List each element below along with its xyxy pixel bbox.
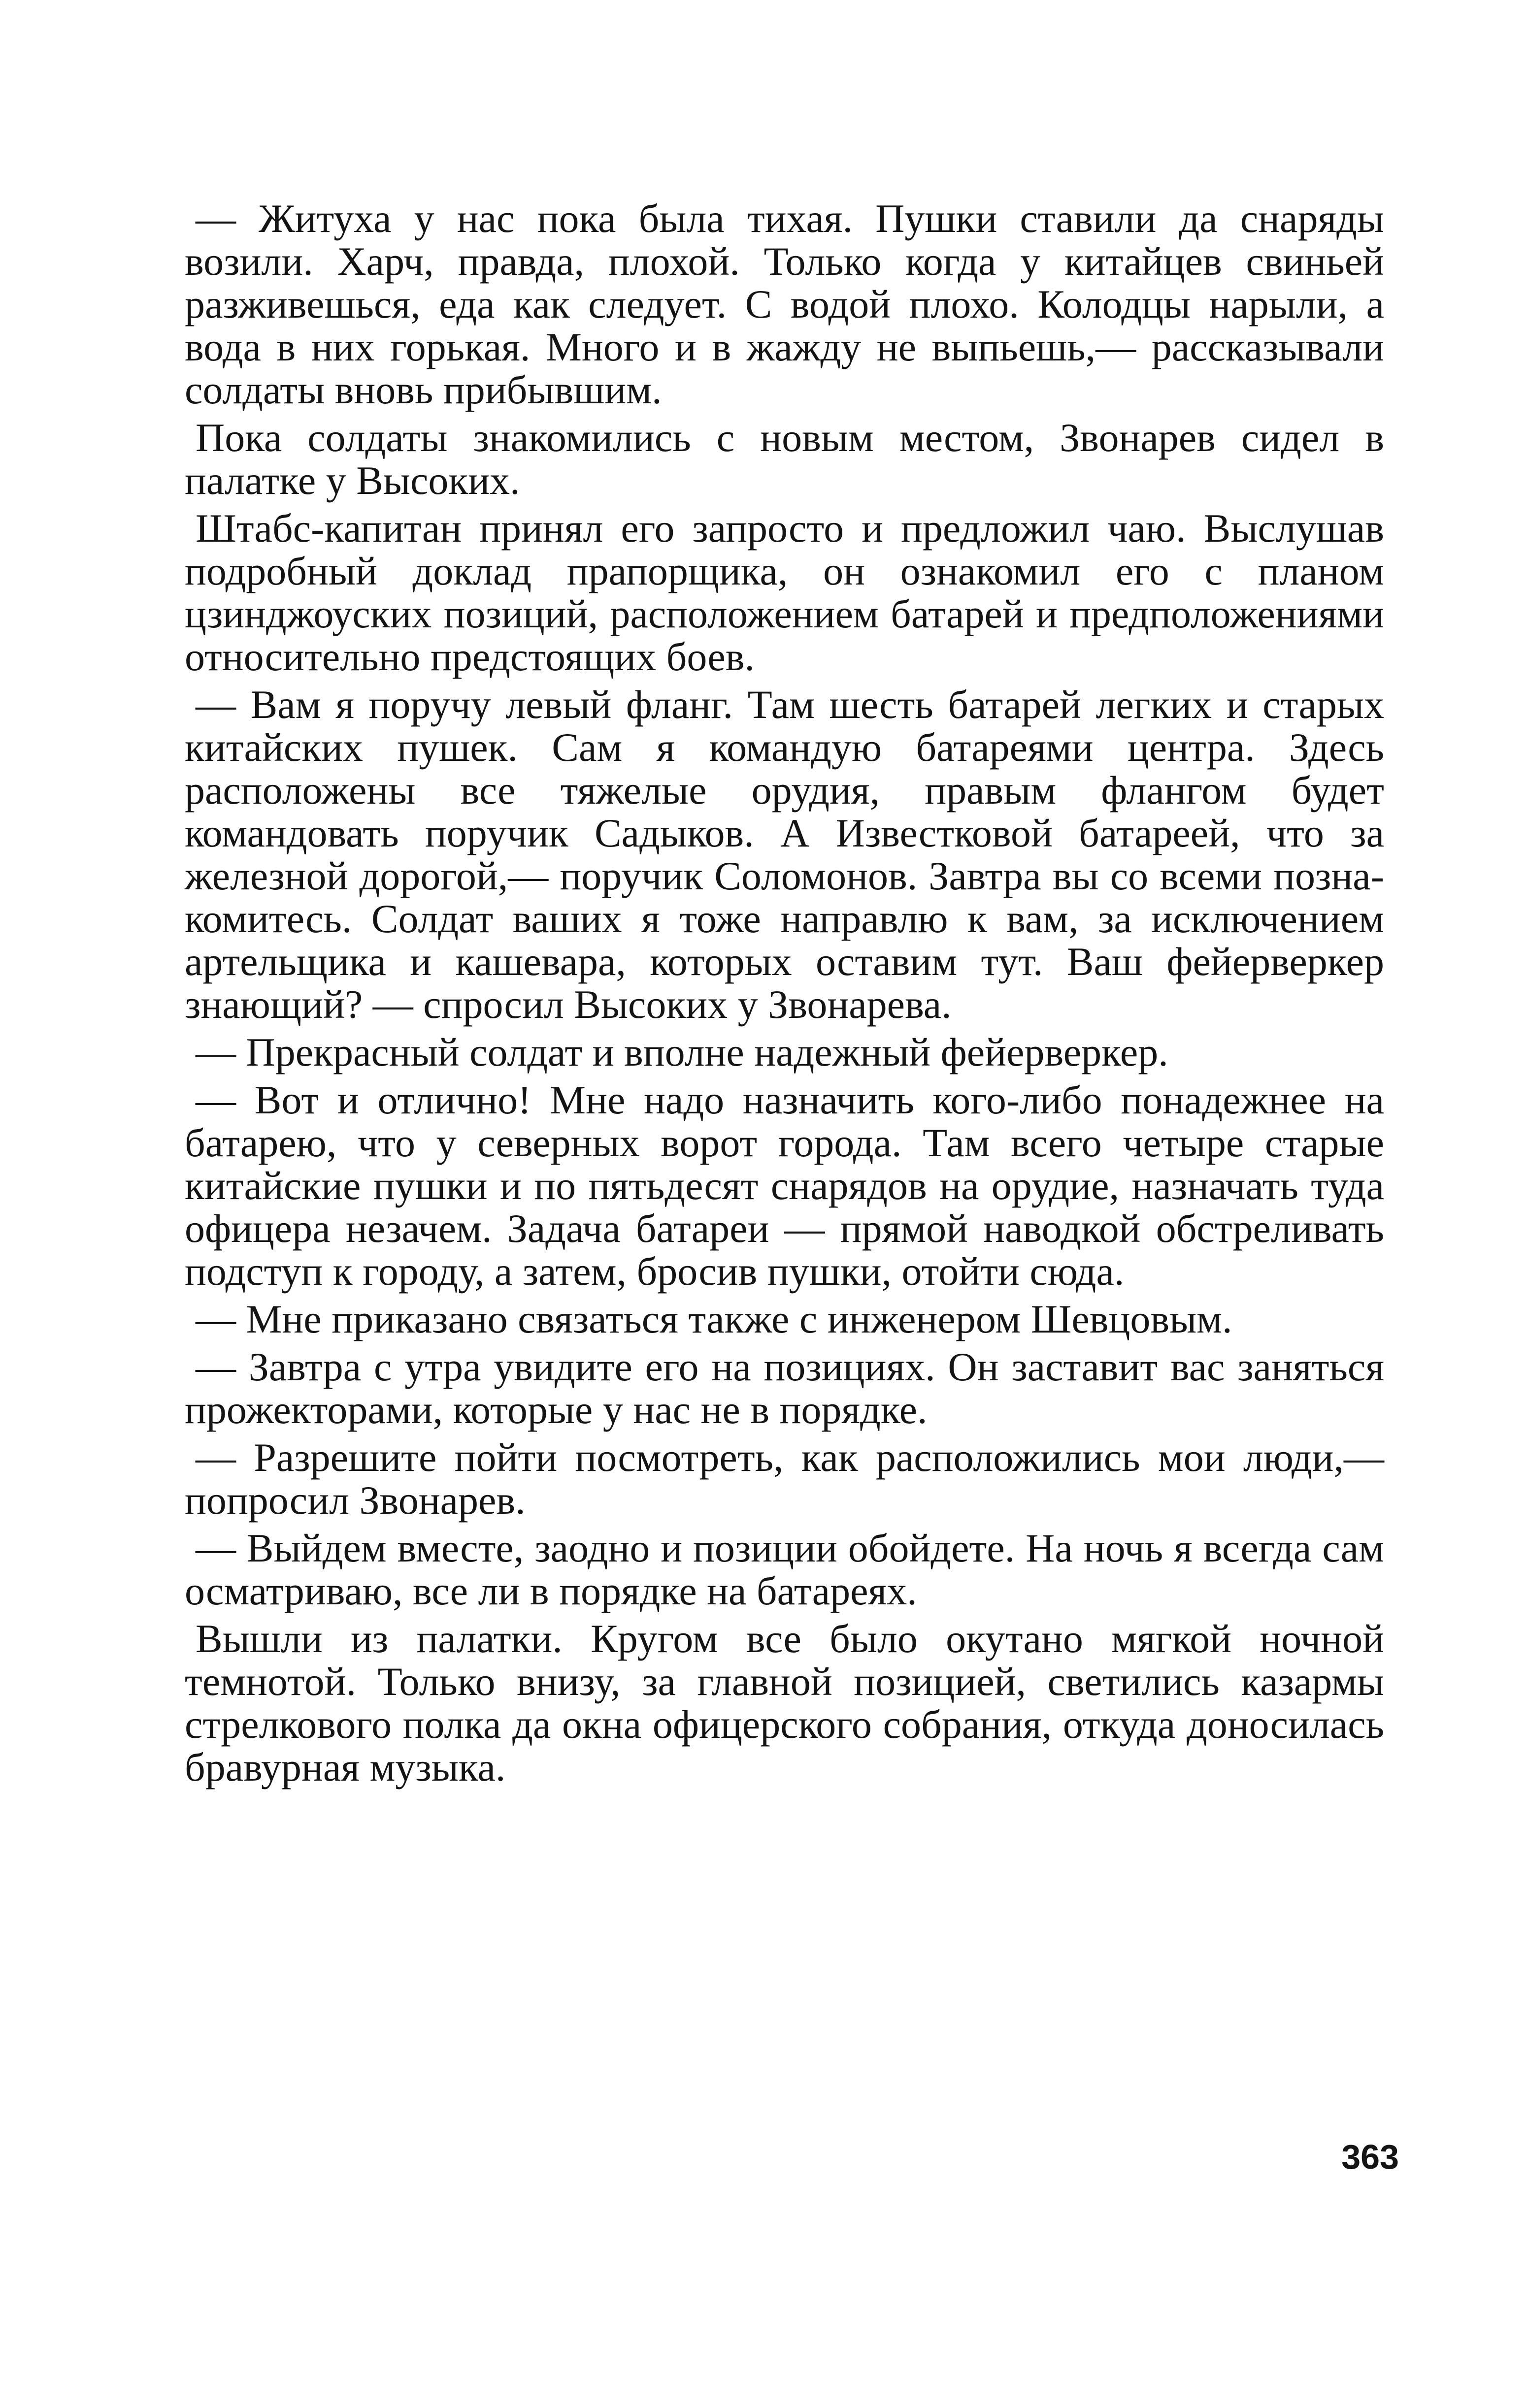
page-number: 363 [1341,2138,1399,2176]
paragraph-4: — Вам я поручу левый фланг. Там шесть батарей легких и старых китайских пушек. Сам я командую батареями центра. Здесь расположены все тяжелые орудия, правым флангом будет командовать поручик Садыков. А Известковой батареей, что за железной дорогой,— поручик Соломонов. Завтра вы со всеми познакомитесь. Солдат ваших я тоже направлю к вам, за исключением артельщика и кашевара, которых оставим тут. Ваш фейерверкер знающий? — спросил Высоких у Звонарева. [185,682,1384,1027]
paragraph-9: — Разрешите пойти посмотреть, как расположились мои люди,— попросил Звонарев. [185,1435,1384,1523]
body-text [185,197,1384,1793]
paragraph-5: — Прекрасный солдат и вполне надежный фейерверкер. [196,1030,1168,1074]
paragraph-3: Штабс-капитан принял его запросто и предложил чаю. Выслушав подробный доклад прапорщика, он ознакомил его с планом цзинджоуских позиций, расположением батарей и предположениями относительно предстоящих боев. [185,506,1384,679]
paragraph-2: Пока солдаты знакомились с новым местом, Звонарев сидел в палатке у Высоких. [185,415,1384,503]
paragraph-7: — Мне приказано связаться также с инженером Шевцовым. [196,1297,1232,1341]
paragraph-1: — Житуха у нас пока была тихая. Пушки ставили да снаряды возили. Харч, правда, плохой. Только когда у китайцев свиньей разживешься, еда как следует. С водой плохо. Колодцы нарыли, а вода в них горькая. Много и в жажду не выпьешь,— рассказывали солдаты вновь прибывшим. [185,196,1384,412]
paragraph-8: — Завтра с утра увидите его на позициях. Он заставит вас заняться прожекторами, которые у нас не в порядке. [185,1344,1384,1432]
paragraph-11: Вышли из палатки. Кругом все было окутано мягкой ночной темнотой. Только внизу, за главной позицией, светились казармы стрелкового полка да окна офицерского собрания, откуда доносилась бравурная музыка. [185,1616,1384,1790]
paragraph-6: — Вот и отлично! Мне надо назначить кого-либо понадежнее на батарею, что у северных ворот города. Там всего четыре старые китайские пушки и по пятьдесят снарядов на орудие, назначать туда офицера незачем. Задача батареи — прямой наводкой обстреливать подступ к городу, а затем, бросив пушки, отойти сюда. [185,1077,1384,1294]
paragraph-10: — Выйдем вместе, заодно и позиции обойдете. На ночь я всегда сам осматриваю, все ли в порядке на батареях. [185,1526,1384,1613]
